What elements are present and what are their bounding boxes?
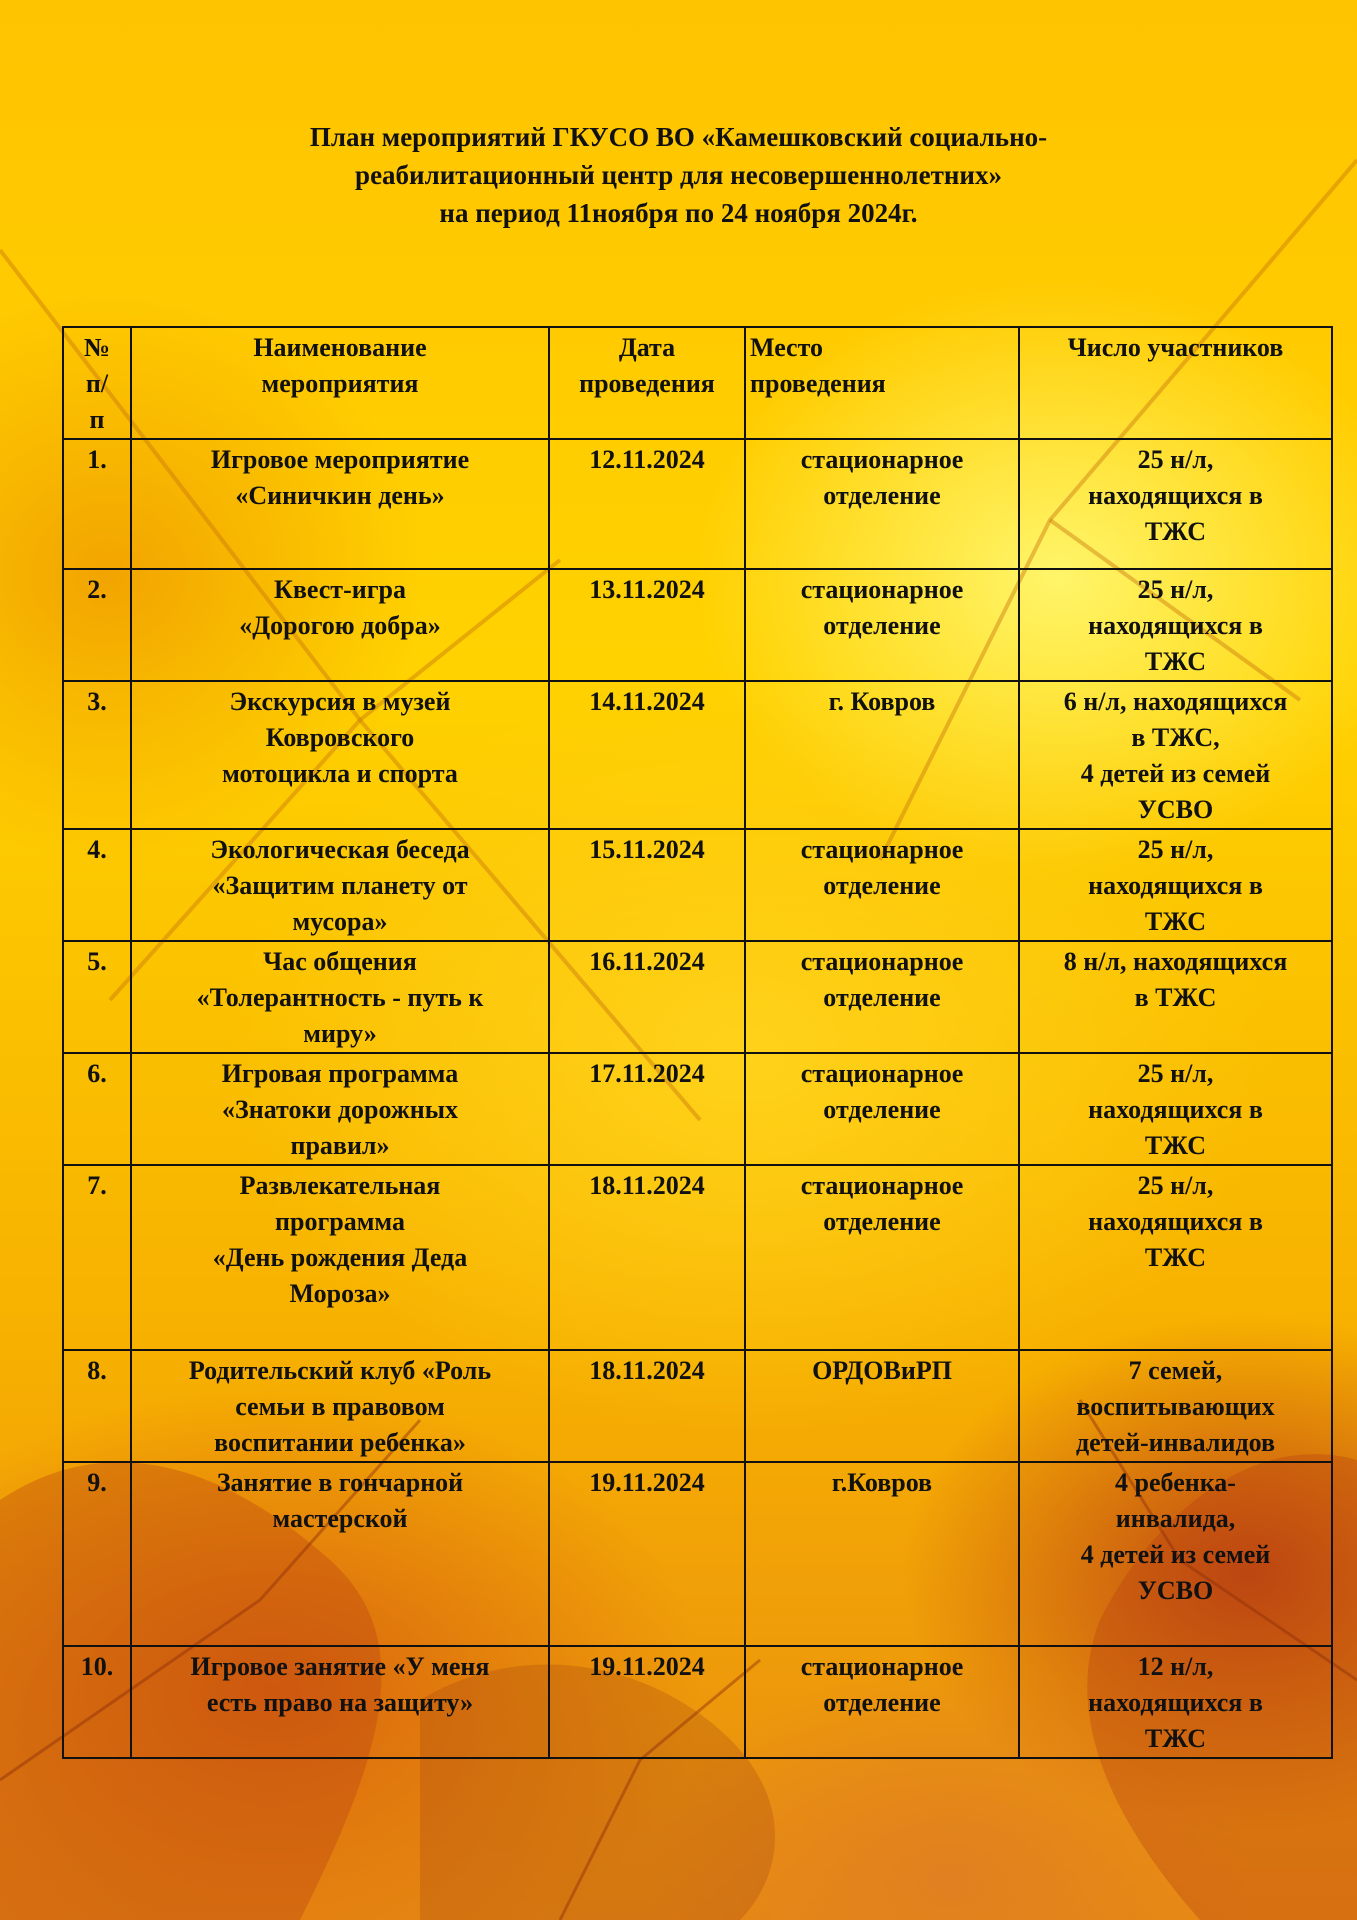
row-number: 4. — [63, 829, 131, 941]
title-line-2: реабилитационный центр для несовершеннолетних» — [355, 160, 1002, 190]
row-number: 7. — [63, 1165, 131, 1350]
event-participants: 8 н/л, находящихся в ТЖС — [1019, 941, 1332, 1053]
event-date: 18.11.2024 — [549, 1165, 745, 1350]
row-number: 9. — [63, 1462, 131, 1646]
row-number: 1. — [63, 439, 131, 569]
event-name: Развлекательная программа «День рождения Деда Мороза» — [131, 1165, 549, 1350]
row-number: 5. — [63, 941, 131, 1053]
title-line-1: План мероприятий ГКУСО ВО «Камешковский социально- — [309, 122, 1048, 152]
event-place: г.Ковров — [745, 1462, 1019, 1646]
event-place: стационарное отделение — [745, 829, 1019, 941]
page-title — [0, 118, 1357, 232]
event-name: Игровое мероприятие «Синичкин день» — [131, 439, 549, 569]
event-participants: 25 н/л, находящихся в ТЖС — [1019, 1053, 1332, 1165]
event-participants: 12 н/л, находящихся в ТЖС — [1019, 1646, 1332, 1758]
title-line-3: на период 11ноября по 24 ноября 2024г. — [439, 198, 918, 228]
header-date: Дата проведения — [549, 327, 745, 439]
row-number: 2. — [63, 569, 131, 681]
event-name: Экскурсия в музей Ковровского мотоцикла и спорта — [131, 681, 549, 829]
event-place: стационарное отделение — [745, 439, 1019, 569]
event-date: 12.11.2024 — [549, 439, 745, 569]
event-place: стационарное отделение — [745, 941, 1019, 1053]
event-place: стационарное отделение — [745, 1646, 1019, 1758]
table-row — [63, 1053, 1332, 1165]
event-name: Занятие в гончарной мастерской — [131, 1462, 549, 1646]
row-number: 6. — [63, 1053, 131, 1165]
event-name: Игровое занятие «У меня есть право на защиту» — [131, 1646, 549, 1758]
events-table — [62, 326, 1333, 1759]
table-row — [63, 569, 1332, 681]
table-row — [63, 1350, 1332, 1462]
table-row — [63, 681, 1332, 829]
header-number: № п/ п — [63, 327, 131, 439]
event-name: Экологическая беседа «Защитим планету от мусора» — [131, 829, 549, 941]
event-date: 18.11.2024 — [549, 1350, 745, 1462]
event-name: Квест-игра «Дорогою добра» — [131, 569, 549, 681]
header-place: Место проведения — [745, 327, 1019, 439]
event-participants: 4 ребенка- инвалида, 4 детей из семей УСВО — [1019, 1462, 1332, 1646]
event-name: Игровая программа «Знатоки дорожных правил» — [131, 1053, 549, 1165]
event-participants: 6 н/л, находящихся в ТЖС, 4 детей из семей УСВО — [1019, 681, 1332, 829]
header-participants: Число участников — [1019, 327, 1332, 439]
event-date: 14.11.2024 — [549, 681, 745, 829]
row-number: 8. — [63, 1350, 131, 1462]
event-place: стационарное отделение — [745, 1165, 1019, 1350]
event-date: 17.11.2024 — [549, 1053, 745, 1165]
event-place: г. Ковров — [745, 681, 1019, 829]
event-date: 15.11.2024 — [549, 829, 745, 941]
event-place: ОРДОВиРП — [745, 1350, 1019, 1462]
event-date: 16.11.2024 — [549, 941, 745, 1053]
event-participants: 25 н/л, находящихся в ТЖС — [1019, 569, 1332, 681]
event-participants: 7 семей, воспитывающих детей-инвалидов — [1019, 1350, 1332, 1462]
table-row — [63, 1646, 1332, 1758]
row-number: 3. — [63, 681, 131, 829]
event-participants: 25 н/л, находящихся в ТЖС — [1019, 1165, 1332, 1350]
table-row — [63, 941, 1332, 1053]
table-row — [63, 1165, 1332, 1350]
event-place: стационарное отделение — [745, 569, 1019, 681]
row-number: 10. — [63, 1646, 131, 1758]
event-participants: 25 н/л, находящихся в ТЖС — [1019, 829, 1332, 941]
event-name: Час общения «Толерантность - путь к миру» — [131, 941, 549, 1053]
event-participants: 25 н/л, находящихся в ТЖС — [1019, 439, 1332, 569]
table-row — [63, 829, 1332, 941]
header-event-name: Наименование мероприятия — [131, 327, 549, 439]
table-header-row — [63, 327, 1332, 439]
event-place: стационарное отделение — [745, 1053, 1019, 1165]
event-name: Родительский клуб «Роль семьи в правовом воспитании ребенка» — [131, 1350, 549, 1462]
event-date: 19.11.2024 — [549, 1646, 745, 1758]
table-row — [63, 1462, 1332, 1646]
event-date: 19.11.2024 — [549, 1462, 745, 1646]
event-date: 13.11.2024 — [549, 569, 745, 681]
table-row — [63, 439, 1332, 569]
